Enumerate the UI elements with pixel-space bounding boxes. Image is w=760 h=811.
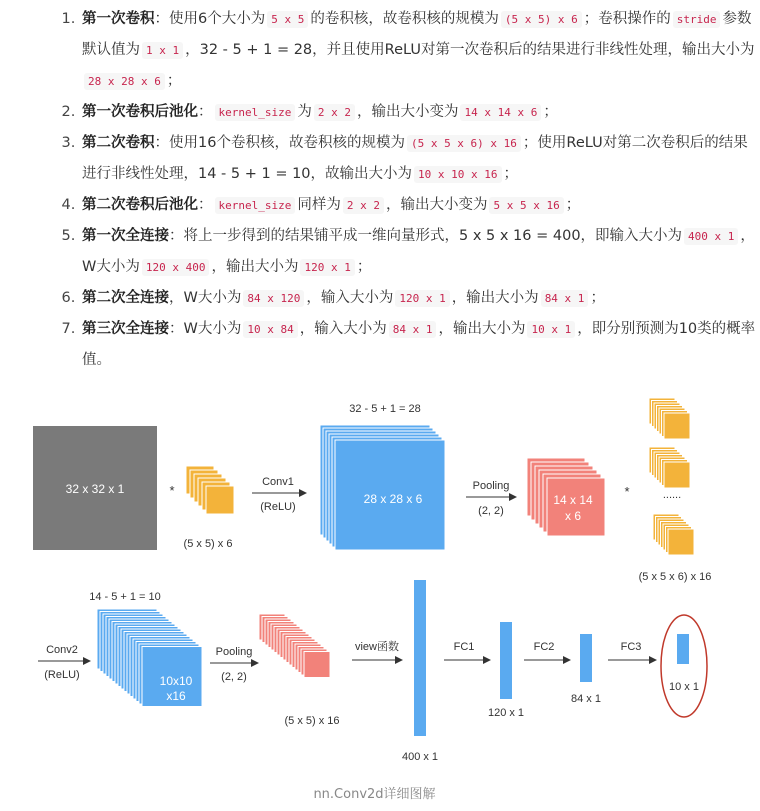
step-6: 6. 第二次全连接，W大小为 84 x 120 ，输入大小为 120 x 1 ，输出大小为 84 x 1 ； [80, 283, 760, 314]
step-title: 第一次卷积后池化 [82, 104, 198, 120]
step-title: 第三次全连接 [82, 321, 169, 337]
feature-map-stack-1 [320, 425, 445, 550]
pool2-layer [304, 652, 330, 678]
pool2-label: (5 x 5) x 16 [284, 715, 340, 727]
flatten-vector [414, 580, 426, 736]
pool1-size: (2, 2) [478, 505, 504, 517]
step-title: 第二次卷积后池化 [82, 197, 198, 213]
input-label: 32 x 32 x 1 [65, 482, 125, 496]
step-2: 2. 第一次卷积后池化： kernel_size 为 2 x 2 ，输出大小变为 14 x 14 x 6 ； [80, 97, 760, 128]
fc3-name: FC3 [620, 641, 642, 653]
kernel1-layer [206, 486, 234, 514]
pool1-layer [547, 478, 605, 536]
step-title: 第二次全连接 [82, 290, 169, 306]
fc1-label: 120 x 1 [487, 707, 525, 719]
conv1-formula: 32 - 5 + 1 = 28 [349, 403, 421, 415]
step-title: 第一次全连接 [82, 228, 169, 244]
fc1-vector [500, 622, 512, 699]
kernel-stack-2a [649, 398, 690, 439]
kernel-stack-1 [186, 466, 234, 514]
step-list [44, 4, 760, 376]
ellipsis: ...... [662, 489, 682, 501]
kernel2a-layer [664, 413, 690, 439]
fc3-vector [677, 634, 689, 664]
kernel-stack-2c [653, 514, 694, 555]
step-4: 4. 第二次卷积后池化： kernel_size 同样为 2 x 2 ，输出大小变为 5 x 5 x 16 ； [80, 190, 760, 221]
step-7: 7. 第三次全连接：W大小为 10 x 84 ，输入大小为 84 x 1 ，输出大小为 10 x 1 ，即分别预测为10类的概率值。 [80, 314, 760, 376]
pool1-label-line1: 14 x 14 [553, 493, 593, 507]
step-title: 第二次卷积 [82, 135, 155, 151]
kernel2c-layer [668, 529, 694, 555]
fc1-name: FC1 [453, 641, 475, 653]
feature-map-stack-2 [97, 609, 202, 707]
pooled-map-stack-2 [259, 614, 330, 678]
conv2-activation: (ReLU) [44, 669, 80, 681]
lenet-diagram [0, 388, 749, 780]
fc3-label: 10 x 1 [669, 681, 699, 693]
kernel2-label: (5 x 5 x 6) x 16 [638, 571, 712, 583]
step-title: 第一次卷积 [82, 11, 155, 27]
step-1: 1. 第一次卷积：使用6个大小为 5 x 5 的卷积核，故卷积核的规模为 (5 x 5) x 6 ；卷积操作的 stride 参数默认值为 1 x 1 ，32 - 5 + 1 = 28，并且使用ReLU对第一次卷积后的结果进行非线性处理，输出大小为28 x 28 x 6 ； [80, 4, 760, 97]
view-label: view函数 [354, 641, 400, 653]
kernel1-label: (5 x 5) x 6 [183, 538, 233, 550]
multiply-sign: * [169, 483, 175, 498]
output-highlight-ring [661, 615, 707, 717]
conv2-formula: 14 - 5 + 1 = 10 [89, 591, 161, 603]
pool2-size: (2, 2) [221, 671, 247, 683]
pool1-name: Pooling [472, 480, 510, 492]
fc2-label: 84 x 1 [571, 693, 601, 705]
figure-caption: nn.Conv2d详细图解 [313, 787, 436, 802]
fc2-vector [580, 634, 592, 682]
step-5: 5. 第一次全连接：将上一步得到的结果铺平成一维向量形式，5 x 5 x 16 = 400，即输入大小为 400 x 1 ，W大小为 120 x 400 ，输出大小为 120 x 1 ； [80, 221, 760, 283]
pool2-name: Pooling [215, 646, 253, 658]
pool1-label-line2: x 6 [564, 509, 582, 523]
conv1-activation: (ReLU) [260, 501, 296, 513]
fmap1-label: 28 x 28 x 6 [363, 492, 423, 506]
kernel-stack-2b [649, 447, 690, 488]
fc2-name: FC2 [533, 641, 555, 653]
conv2-name: Conv2 [46, 644, 78, 656]
multiply-sign-2: * [624, 484, 630, 499]
kernel2b-layer [664, 462, 690, 488]
fmap2-label-line2: x16 [166, 689, 186, 703]
step-3: 3. 第二次卷积：使用16个卷积核，故卷积核的规模为 (5 x 5 x 6) x 16 ；使用ReLU对第二次卷积后的结果进行非线性处理，14 - 5 + 1 = 10，故输出大小为 10 x 10 x 16 ； [80, 128, 760, 190]
fmap2-label-line1: 10x10 [159, 674, 193, 688]
conv1-name: Conv1 [262, 476, 294, 488]
flat-label: 400 x 1 [401, 751, 439, 763]
